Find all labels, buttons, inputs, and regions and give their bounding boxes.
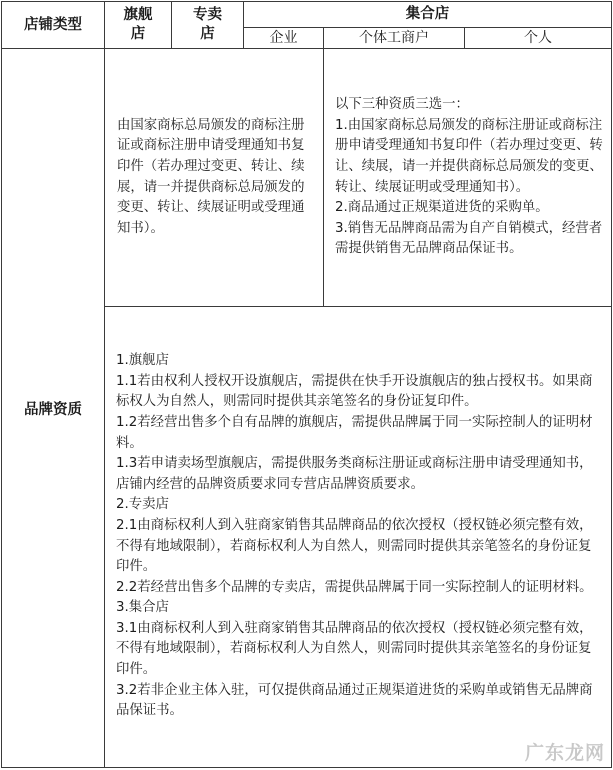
collective-line: 2.商品通过正规渠道进货的采购单。 xyxy=(335,200,549,216)
qualification-table xyxy=(1,1,612,768)
note-line: 1.1若由权利人授权开设旗舰店，需提供在快手开设旗舰店的独占授权书。如果商标权人为自然人，则需同时提供其亲笔签名的身份证复印件。 xyxy=(116,373,593,410)
note-line: 2.1由商标权利人到入驻商家销售其品牌商品的依次授权（授权链必须完整有效，不得有地域限制），若商标权利人为自然人，则需同时提供其亲笔签名的身份证复印件。 xyxy=(116,517,593,575)
header-flagship xyxy=(105,2,172,49)
header-business: 个体工商户 xyxy=(324,28,465,49)
header-row-1 xyxy=(2,2,612,28)
note-line: 2.专卖店 xyxy=(116,497,169,513)
note-line: 3.集合店 xyxy=(116,600,169,616)
note-line: 2.2若经营出售多个品牌的专卖店，需提供品牌属于同一实际控制人的证明材料。 xyxy=(116,579,593,595)
cell-flagship-specialty: 由国家商标总局颁发的商标注册证或商标注册申请受理通知书复印件（若办理过变更、转让、续展，请一并提供商标总局颁发的变更、转让、续展证明或受理通知书）。 xyxy=(105,49,324,307)
collective-line: 1.由国家商标总局颁发的商标注册证或商标注册申请受理通知书复印件（若办理过变更、转让、续展，请一并提供商标总局颁发的变更、转让、续展证明或受理通知书）。 xyxy=(335,117,603,195)
header-enterprise: 企业 xyxy=(244,28,324,49)
header-specialty xyxy=(172,2,244,49)
header-individual: 个人 xyxy=(465,28,612,49)
cell-notes xyxy=(105,307,612,768)
note-line: 3.1由商标权利人到入驻商家销售其品牌商品的依次授权（授权链必须完整有效，不得有地域限制），若商标权利人为自然人，则需同时提供其亲笔签名的身份证复印件。 xyxy=(116,620,593,678)
note-line: 1.3若申请卖场型旗舰店，需提供服务类商标注册证或商标注册申请受理通知书，店铺内经营的品牌资质要求同专营店品牌资质要求。 xyxy=(116,456,593,492)
note-line: 1.旗舰店 xyxy=(116,353,169,369)
watermark-logo: 广东龙网 xyxy=(524,742,605,764)
header-flagship-text: 旗舰店 xyxy=(123,7,153,42)
note-line: 3.2若非企业主体入驻，可仅提供商品通过正规渠道进货的采购单或销售无品牌商品保证书。 xyxy=(116,682,593,719)
note-line: 1.2若经营出售多个自有品牌的旗舰店，需提供品牌属于同一实际控制人的证明材料。 xyxy=(116,414,593,451)
collective-line: 3.销售无品牌商品需为自产自销模式，经营者需提供销售无品牌商品保证书。 xyxy=(335,220,603,257)
brand-row-top xyxy=(2,49,612,307)
header-collective: 集合店 xyxy=(244,2,612,28)
collective-line: 以下三种资质三选一： xyxy=(335,97,469,113)
header-specialty-text: 专卖店 xyxy=(193,7,222,42)
cell-collective xyxy=(324,49,612,307)
row-label-brand: 品牌资质 xyxy=(2,49,105,768)
header-store-type: 店铺类型 xyxy=(2,2,105,49)
